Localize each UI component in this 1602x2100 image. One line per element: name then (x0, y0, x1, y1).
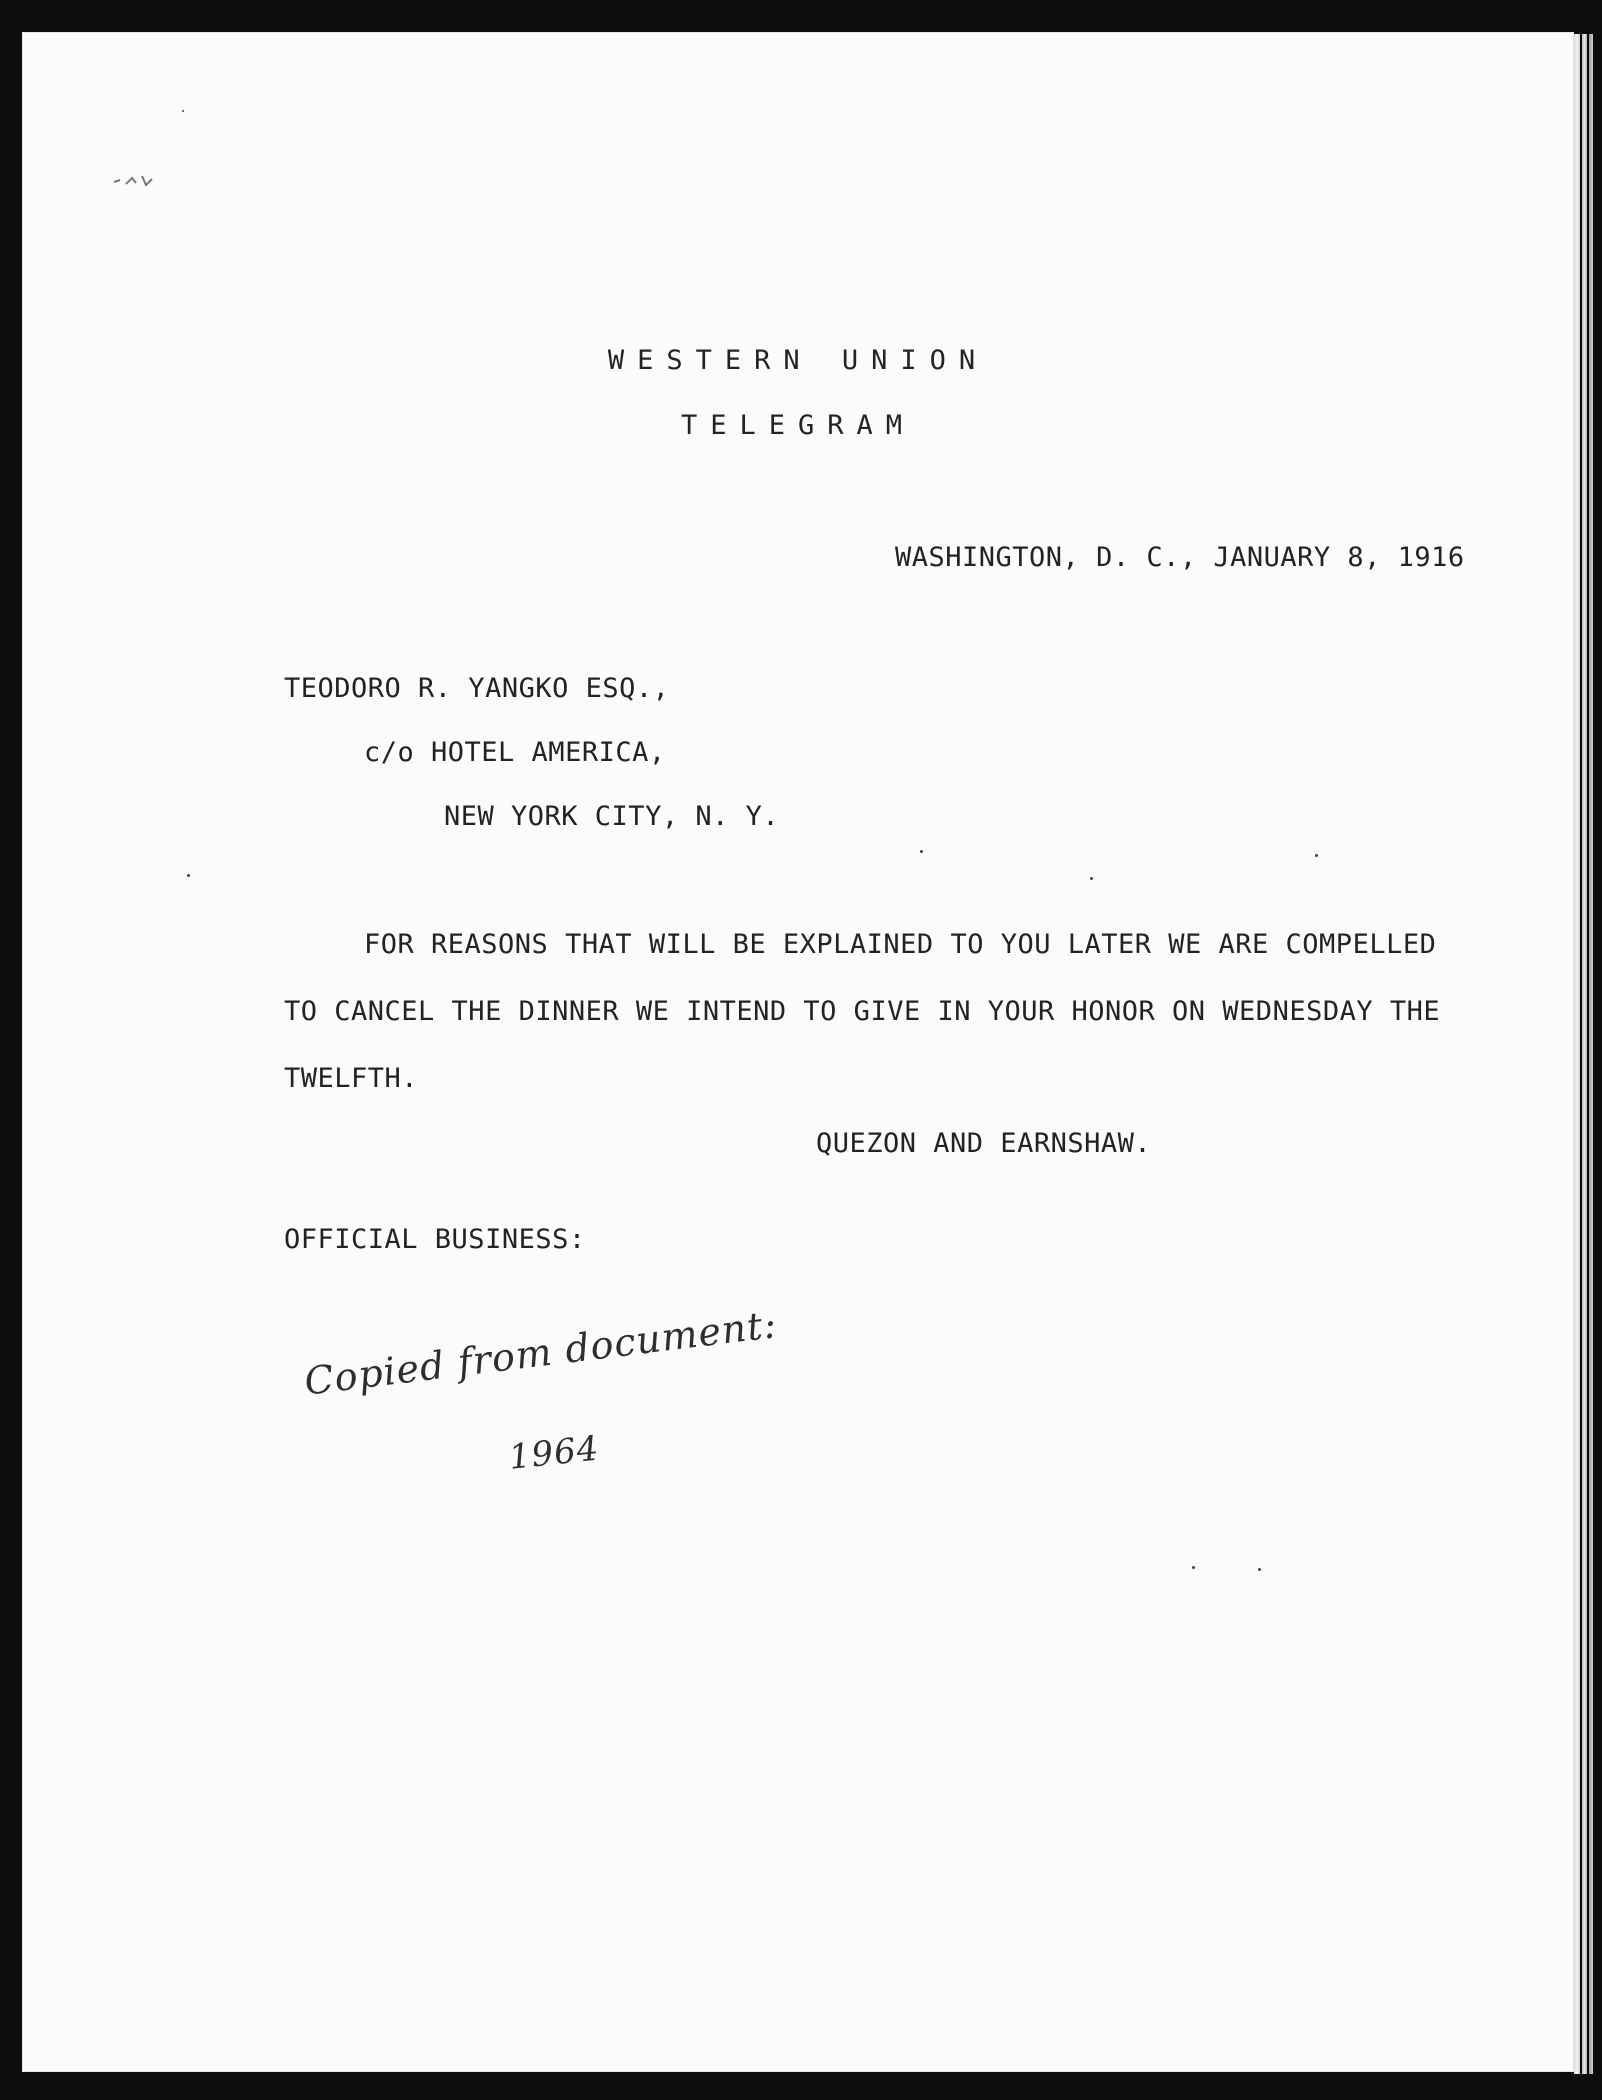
recipient-address-line: c/o HOTEL AMERICA, (364, 737, 666, 768)
paper-speck (187, 874, 190, 877)
smudge-mark-icon (112, 170, 172, 190)
telegram-company-heading: WESTERN UNION (607, 345, 989, 376)
paper-speck (1192, 1566, 1195, 1569)
paper-speck (920, 850, 923, 853)
handwritten-annotation (292, 1302, 852, 1500)
date-line: WASHINGTON, D. C., JANUARY 8, 1916 (895, 542, 1465, 573)
handwritten-year: 1964 (507, 1428, 602, 1478)
recipient-city-line: NEW YORK CITY, N. Y. (444, 801, 780, 832)
sender-signature: QUEZON AND EARNSHAW. (816, 1128, 1152, 1159)
telegram-type-heading: TELEGRAM (680, 410, 916, 441)
paper-speck (1258, 1568, 1261, 1571)
paper-edge (1589, 34, 1593, 2074)
paper-speck (1090, 877, 1093, 880)
paper-speck (1315, 854, 1318, 857)
message-line: TO CANCEL THE DINNER WE INTEND TO GIVE IN YOUR HONOR ON WEDNESDAY THE (284, 996, 1441, 1027)
handwritten-line: Copied from document: (302, 1302, 780, 1404)
official-business-note: OFFICIAL BUSINESS: (284, 1224, 586, 1255)
paper-edge (1574, 34, 1580, 2074)
message-line: FOR REASONS THAT WILL BE EXPLAINED TO YOU LATER WE ARE COMPELLED (364, 929, 1437, 960)
paper-edge (1582, 34, 1587, 2074)
paper-speck (182, 110, 184, 112)
recipient-name: TEODORO R. YANGKO ESQ., (284, 673, 670, 704)
message-line: TWELFTH. (284, 1063, 419, 1094)
document-page (22, 32, 1574, 2072)
